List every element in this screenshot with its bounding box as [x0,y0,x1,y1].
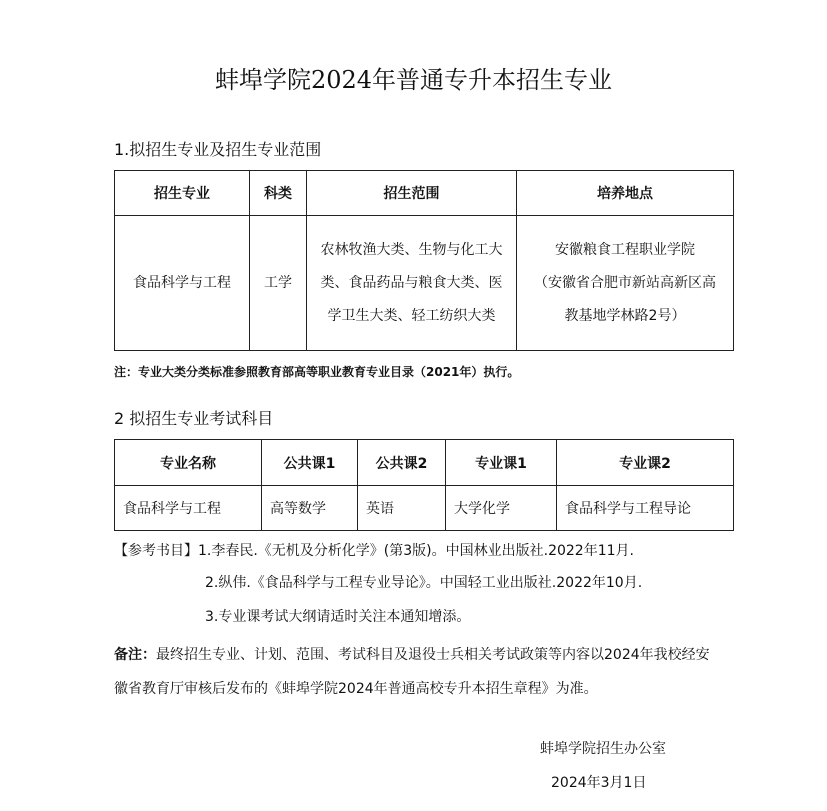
reference-item-2: 2.纵伟.《食品科学与工程专业导论》。中国轻工业出版社.2022年10月. [205,575,643,591]
remark-label: 备注： [114,647,156,663]
exam-subjects-table [114,439,734,531]
header-major-1: 专业课1 [446,440,557,486]
remark-text: 最终招生专业、计划、范围、考试科目及退役士兵相关考试政策等内容以2024年我校经安徽省教育厅审核后发布的《蚌埠学院2024年普通高校专升本招生章程》为准。 [114,647,710,697]
table-header-row [115,171,734,216]
signature-office: 蚌埠学院招生办公室 [540,741,666,757]
reference-item-3: 3.专业课考试大纲请适时关注本通知增添。 [205,609,471,625]
cell-location [517,216,734,351]
cell-category: 工学 [250,216,307,351]
section1-heading: 1.拟招生专业及招生专业范围 [114,140,322,159]
header-public-2: 公共课2 [358,440,446,486]
scope-line: 学卫生大类、轻工纺织大类 [327,307,496,324]
enrollment-scope-table [114,170,734,351]
scope-line: 农林牧渔大类、生物与化工大 [320,241,503,258]
scope-line: 类、食品药品与粮食大类、医 [320,274,503,291]
cell-major: 食品科学与工程 [115,216,250,351]
location-line: 安徽粮食工程职业学院 [555,241,695,258]
header-major-name: 专业名称 [115,440,262,486]
cell-major-2: 食品科学与工程导论 [557,486,734,531]
cell-public-1: 高等数学 [262,486,358,531]
table-row [115,486,734,531]
cell-major-1: 大学化学 [446,486,557,531]
location-line: 教基地学林路2号） [564,307,686,324]
cell-scope [307,216,517,351]
reference-text: 1.李春民.《无机及分析化学》(第3版)。中国林业出版社.2022年11月. [198,543,634,559]
reference-item-1 [114,540,634,560]
header-scope: 招生范围 [307,171,517,216]
table-row [115,216,734,351]
header-location: 培养地点 [517,171,734,216]
cell-major-name: 食品科学与工程 [115,486,262,531]
remark [114,638,714,706]
header-major-2: 专业课2 [557,440,734,486]
cell-public-2: 英语 [358,486,446,531]
page-title: 蚌埠学院2024年普通专升本招生专业 [214,66,613,94]
header-major: 招生专业 [115,171,250,216]
table-note: 注：专业大类分类标准参照教育部高等职业教育专业目录（2021年）执行。 [114,365,520,379]
location-line: （安徽省合肥市新站高新区高 [534,274,716,291]
header-category: 科类 [250,171,307,216]
table-header-row [115,440,734,486]
header-public-1: 公共课1 [262,440,358,486]
reference-label: 【参考书目】 [114,543,198,559]
section2-heading: 2 拟招生专业考试科目 [114,409,274,428]
signature-date: 2024年3月1日 [551,775,647,791]
